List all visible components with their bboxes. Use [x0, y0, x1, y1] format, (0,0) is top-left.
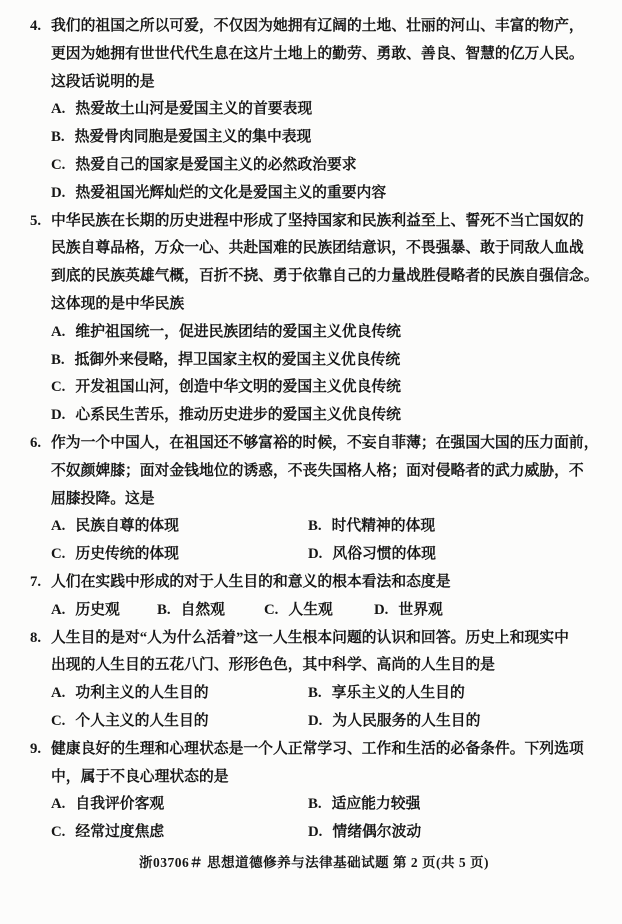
option-text: 自我评价客观 [75, 796, 165, 813]
option-text: 抵御外来侵略，捍卫国家主权的爱国主义优良传统 [74, 351, 401, 368]
question-number: 8. [30, 629, 42, 646]
option-text: 享乐主义的人生目的 [331, 685, 465, 702]
option-label: C. [51, 156, 66, 173]
question-stem-line: 我们的祖国之所以可爱，不仅因为她拥有辽阔的土地、壮丽的河山、丰富的物产， [51, 18, 584, 34]
option-text: 风俗习惯的体现 [332, 546, 436, 563]
option-text: 自然观 [180, 601, 225, 618]
option-label: B. [308, 796, 322, 813]
question-stem-line: 这段话说明的是 [51, 73, 155, 90]
option-label: D. [51, 407, 66, 424]
option-text: 经常过度焦虑 [75, 824, 165, 841]
option-text: 时代精神的体现 [331, 518, 436, 535]
question-8 [30, 625, 598, 736]
option-label: C. [51, 824, 66, 841]
options-group [51, 680, 598, 736]
option-label: D. [51, 184, 66, 201]
options-group [51, 319, 598, 430]
option-A [51, 319, 598, 347]
option-A [51, 96, 598, 124]
option-label: A. [51, 796, 66, 813]
option-label: C. [51, 546, 66, 563]
question-stem-line: 到底的民族英雄气概，百折不挠、勇于依靠自己的力量战胜侵略者的民族自强信念。 [51, 268, 599, 285]
option-C [51, 819, 308, 847]
option-D [308, 708, 598, 736]
question-number: 7. [30, 573, 42, 590]
option-D [374, 597, 443, 625]
option-B [51, 124, 598, 152]
options-group [51, 597, 598, 625]
option-C [51, 541, 308, 569]
page-footer: 浙03706＃ 思想道德修养与法律基础试题 第 2 页(共 5 页) [139, 854, 489, 870]
question-9 [30, 736, 598, 847]
question-stem-line: 作为一个中国人，在祖国还不够富裕的时候，不妄自菲薄；在强国大国的压力面前， [51, 434, 599, 451]
option-label: D. [308, 712, 323, 729]
option-label: C. [264, 601, 279, 618]
option-text: 功利主义的人生目的 [75, 685, 209, 702]
option-label: B. [157, 601, 171, 618]
option-text: 情绪偶尔波动 [332, 824, 422, 841]
option-label: A. [51, 685, 66, 702]
question-stem-line: 不奴颜婢膝；面对金钱地位的诱惑，不丧失国格人格；面对侵略者的武力威胁，不 [51, 462, 584, 479]
option-B [308, 680, 598, 708]
option-text: 历史传统的体现 [75, 546, 179, 563]
option-text: 热爱自己的国家是爱国主义的必然政治要求 [75, 156, 357, 173]
question-stem-line: 人们在实践中形成的对于人生目的和意义的根本看法和态度是 [51, 573, 451, 590]
question-stem-line: 屈膝投降。这是 [51, 490, 155, 507]
option-label: B. [51, 129, 65, 146]
option-label: D. [308, 824, 323, 841]
option-label: A. [51, 601, 66, 618]
question-stem-line: 这体现的是中华民族 [51, 295, 185, 312]
question-stem-line: 中华民族在长期的历史进程中形成了坚持国家和民族利益至上、誓死不当亡国奴的 [51, 212, 584, 229]
option-A [51, 791, 308, 819]
question-stem-line: 更因为她拥有世世代代生息在这片土地上的勤劳、勇敢、善良、智慧的亿万人民。 [51, 45, 584, 62]
option-text: 开发祖国山河，创造中华文明的爱国主义优良传统 [75, 379, 401, 396]
option-label: C. [51, 712, 66, 729]
question-number: 6. [30, 434, 42, 451]
option-B [308, 513, 598, 541]
question-6 [30, 430, 598, 569]
option-text: 热爱骨肉同胞是爱国主义的集中表现 [74, 129, 312, 146]
option-A [51, 513, 308, 541]
option-B [51, 347, 598, 375]
option-text: 适应能力较强 [331, 796, 421, 813]
option-label: D. [308, 546, 323, 563]
question-list [30, 13, 598, 847]
question-number: 9. [30, 740, 42, 757]
option-text: 个人主义的人生目的 [75, 712, 209, 729]
option-label: D. [374, 601, 389, 618]
option-label: C. [51, 379, 66, 396]
option-C [264, 597, 374, 625]
option-A [51, 680, 308, 708]
question-4 [30, 13, 598, 208]
option-C [51, 374, 598, 402]
option-label: B. [308, 518, 322, 535]
option-label: A. [51, 518, 66, 535]
option-text: 维护祖国统一，促进民族团结的爱国主义优良传统 [75, 323, 401, 340]
option-text: 世界观 [398, 601, 443, 618]
options-group [51, 791, 598, 847]
option-B [308, 791, 598, 819]
option-label: B. [308, 685, 322, 702]
option-D [308, 541, 598, 569]
option-C [51, 708, 308, 736]
question-5 [30, 208, 598, 430]
option-label: B. [51, 351, 65, 368]
option-text: 人生观 [288, 601, 333, 618]
option-text: 热爱故土山河是爱国主义的首要表现 [75, 101, 313, 118]
option-D [51, 402, 598, 430]
question-stem-line: 中，属于不良心理状态的是 [51, 768, 229, 785]
option-text: 为人民服务的人生目的 [332, 712, 481, 729]
option-text: 历史观 [75, 601, 120, 618]
question-stem-line: 健康良好的生理和心理状态是一个人正常学习、工作和生活的必备条件。下列选项 [51, 740, 584, 757]
option-text: 民族自尊的体现 [75, 518, 179, 535]
option-A [51, 597, 157, 625]
question-stem-line: 人生目的是对“人为什么活着”这一人生根本问题的认识和回答。历史上和现实中 [51, 629, 569, 646]
question-stem-line: 出现的人生目的五花八门、形形色色，其中科学、高尚的人生目的是 [51, 657, 495, 674]
option-D [51, 180, 598, 208]
question-number: 4. [30, 18, 42, 34]
question-7 [30, 569, 598, 625]
option-text: 热爱祖国光辉灿烂的文化是爱国主义的重要内容 [75, 184, 387, 201]
question-number: 5. [30, 212, 42, 229]
option-text: 心系民生苦乐，推动历史进步的爱国主义优良传统 [75, 407, 401, 424]
option-label: A. [51, 101, 66, 118]
option-label: A. [51, 323, 66, 340]
option-B [157, 597, 264, 625]
option-D [308, 819, 598, 847]
options-group [51, 513, 598, 569]
question-stem-line: 民族自尊品格，万众一心、共赴国难的民族团结意识，不畏强暴、敢于同敌人血战 [51, 240, 584, 257]
options-group [51, 96, 598, 207]
option-C [51, 152, 598, 180]
